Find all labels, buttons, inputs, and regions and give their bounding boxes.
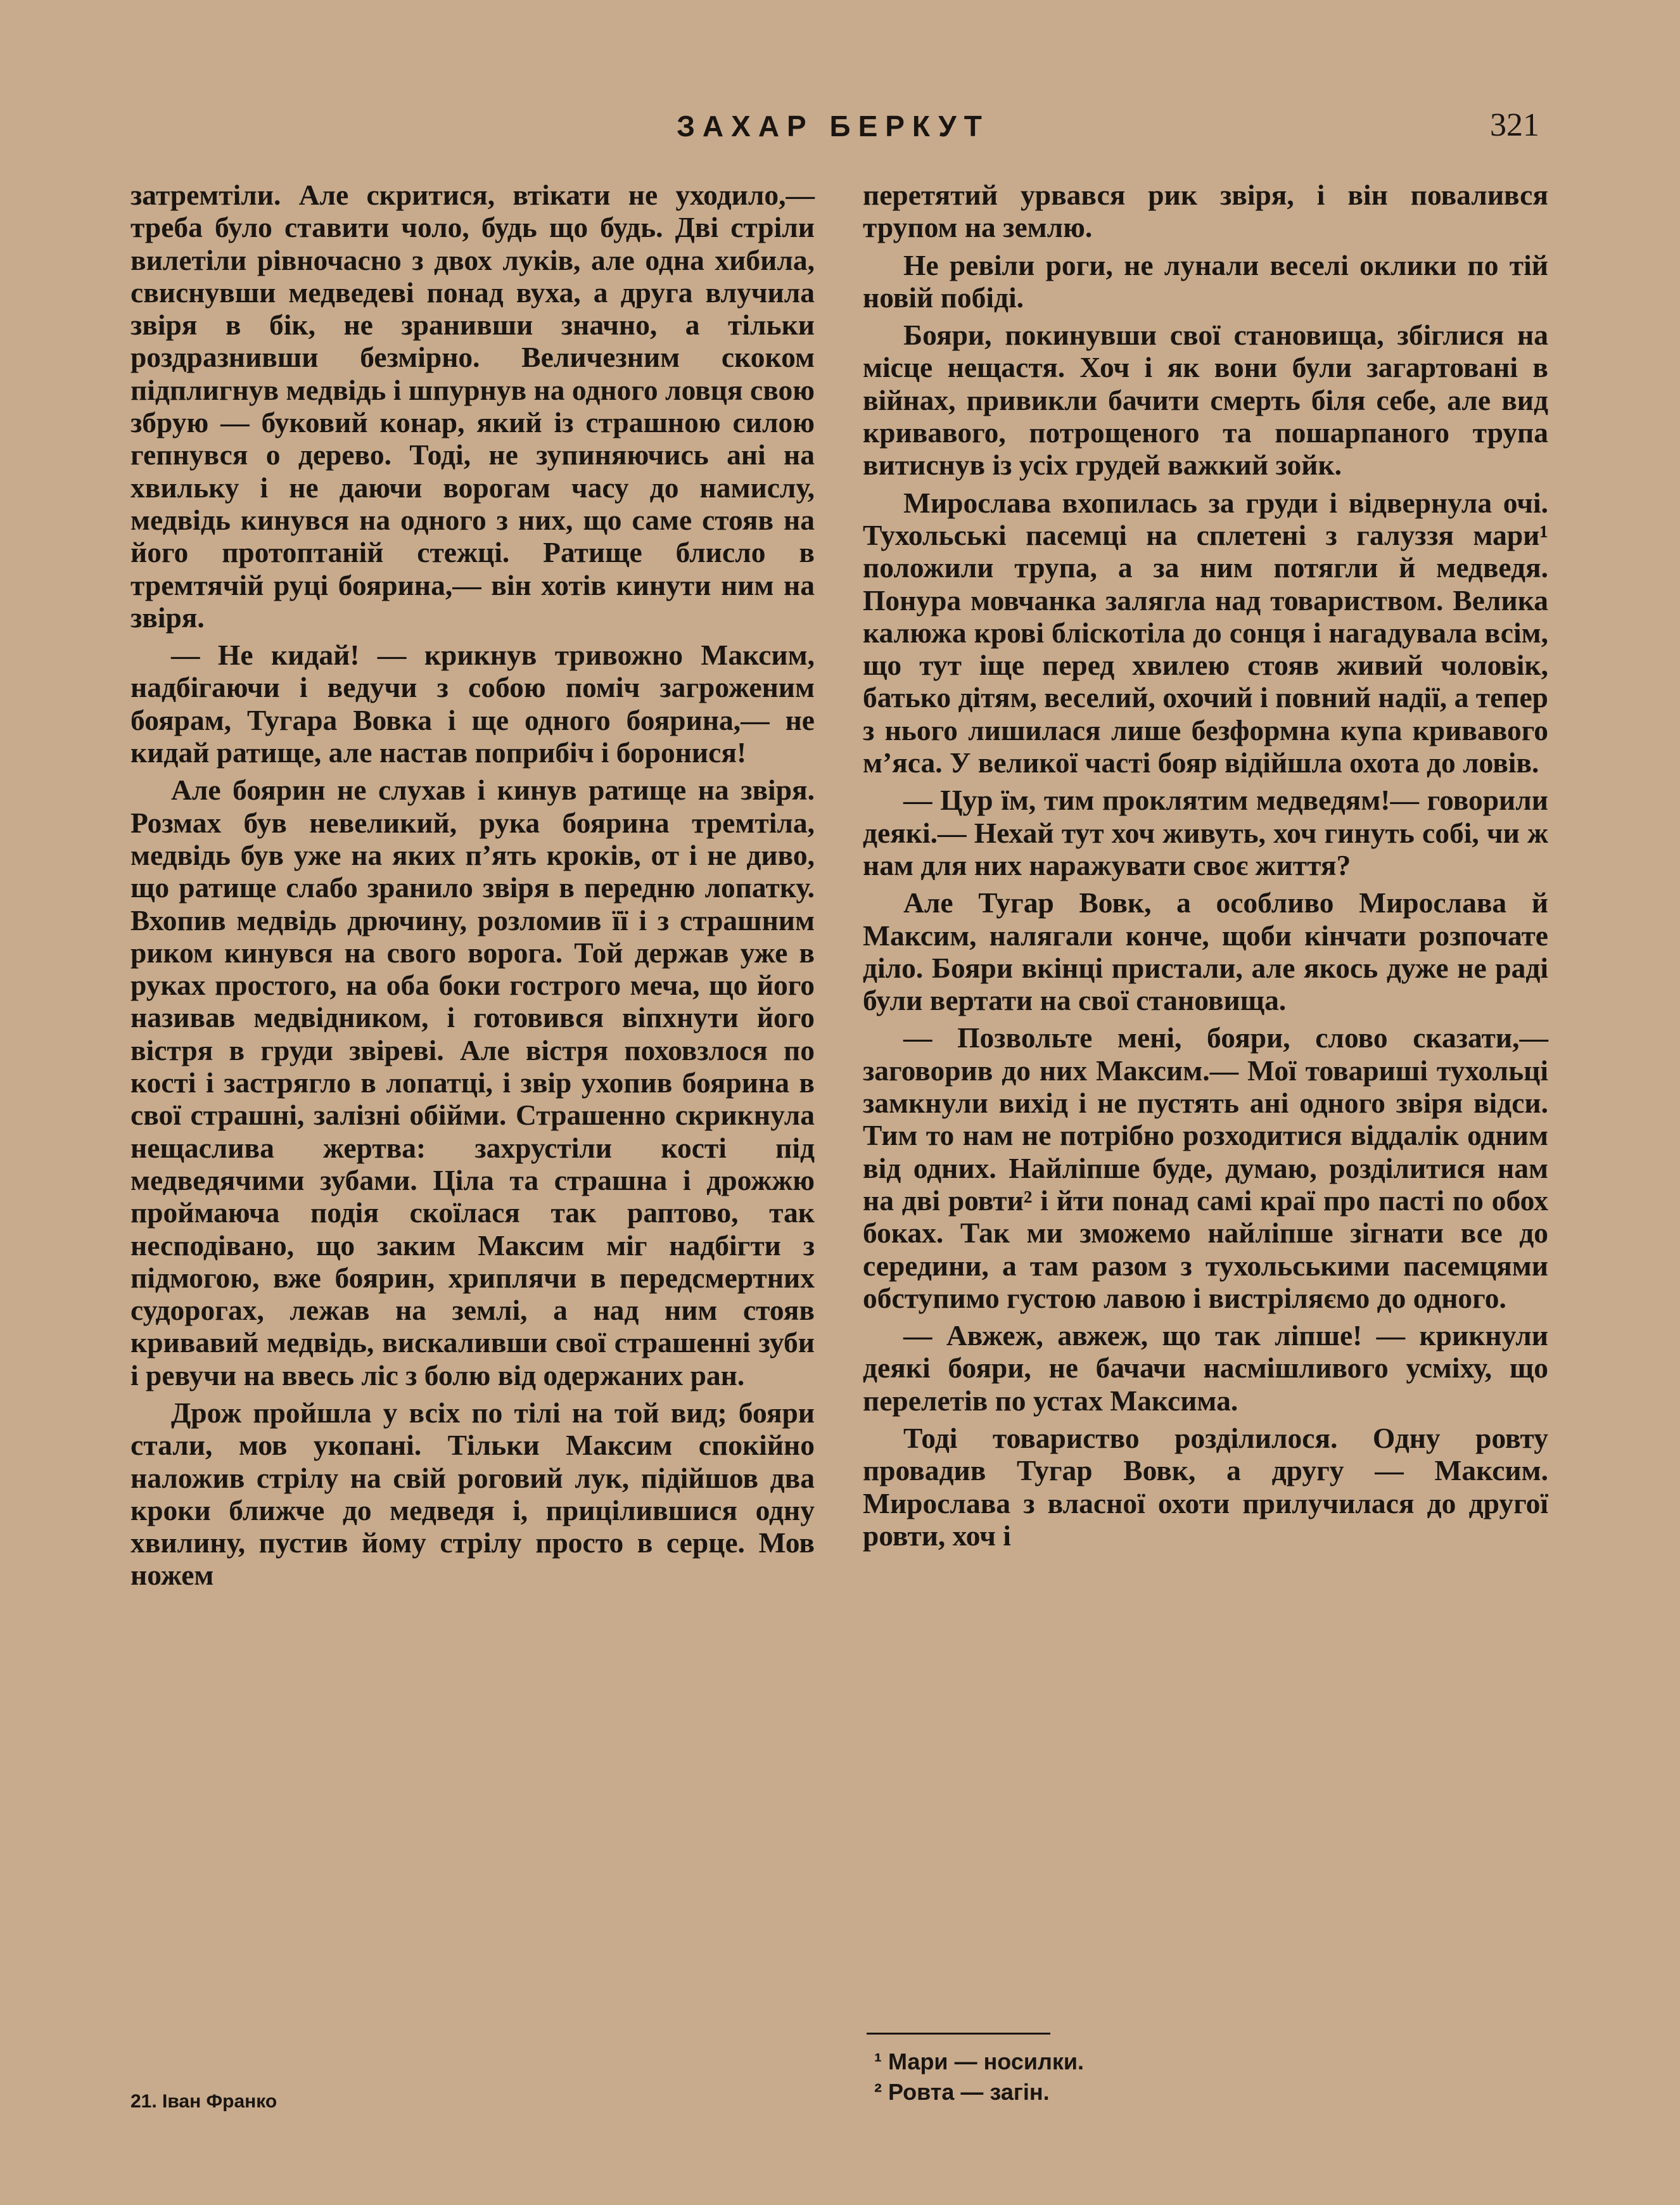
paragraph: Бояри, покинувши свої становища, збіглися на місце нещастя. Хоч і як вони були загартовані в війнах, привикли бачити смерть біля себе, але вид кривавого, потрощеного та пошарпаного трупа витиснув із усіх грудей важкий зойк.	[863, 319, 1548, 482]
paragraph: перетятий урвався рик звіря, і він повалився трупом на землю.	[863, 179, 1548, 244]
paragraph: — Авжеж, авжеж, що так ліпше! — крикнули деякі бояри, не бачачи насмішливого усміху, що перелетів по устах Максима.	[863, 1319, 1548, 1417]
paragraph: — Цур їм, тим проклятим медведям!— говорили деякі.— Нехай тут хоч живуть, хоч гинуть собі, чи ж нам для них наражувати своє життя?	[863, 784, 1548, 881]
page-header	[127, 109, 1539, 144]
page-number: 321	[1490, 107, 1539, 143]
paragraph: Але боярин не слухав і кинув ратище на звіря. Розмах був невеликий, рука боярина тремтіла, медвідь був уже на яких п’ять кроків, от і не диво, що ратище слабо зранило звіря в передню лопатку. Вхопив медвідь дрючину, розломив її і з страшним риком кинувся на свого ворога. Той держав уже в руках простого, на оба боки гострого меча, що його називав медвідником, і готовився віпхнути його вістря в груди звіреві. Але вістря поховзлося по кості і застрягло в лопатці, і звір ухопив боярина в свої страшні, залізні обійми. Страшенно скрикнула нещаслива жертва: захрустіли кості під медведячими зубами. Ціла та страшна і дрожжю проймаюча подія скоїлася так раптово, так несподівано, що заким Максим міг надбігти з підмогою, вже боярин, хриплячи в передсмертних судорогах, лежав на землі, а над ним стояв кривавий медвідь, вискаливши свої страшенні зуби і ревучи на ввесь ліс з болю від одержаних ран.	[130, 774, 815, 1391]
paragraph: — Позвольте мені, бояри, слово сказати,— заговорив до них Максим.— Мої товариші тухольці замкнули вихід і не пустять ані одного звіря відси. Тим то нам не потрібно розходитися віддалік одним від одних. Найліпше буде, думаю, розділитися нам на дві ровти² і йти понад самі краї про пасті по обох боках. Так ми зможемо найліпше зігнати все до середини, а там разом з тухольськими пасемцями обступимо густою лавою і вистріляємо до одного.	[863, 1021, 1548, 1314]
paragraph: — Не кидай! — крикнув тривожно Максим, надбігаючи і ведучи з собою поміч загроженим боярам, Тугара Вовка і ще одного боярина,— не кидай ратище, але настав поприбіч і боронися!	[130, 639, 815, 769]
paragraph: Не ревіли роги, не лунали веселі оклики по тій новій побіді.	[863, 248, 1548, 314]
paragraph: Дрож пройшла у всіх по тілі на той вид; бояри стали, мов укопані. Тільки Максим спокійно наложив стрілу на свій роговий лук, підійшов два кроки ближче до медведя і, прицілившися одну хвилину, пустив йому стрілу просто в серце. Мов ножем	[130, 1396, 815, 1592]
paragraph: затремтіли. Але скритися, втікати не уходило,— треба було ставити чоло, будь що будь. Дві стріли вилетіли рівночасно з двох луків, але одна хибила, свиснувши медведеві понад вуха, а друга влучила звіря в бік, не зранивши значно, а тільки роздразнивши безмірно. Величезним скоком підплигнув медвідь і шпурнув на одного ловця свою збрую — буковий конар, який із страшною силою гепнувся о дерево. Тоді, не зупиняючись ані на хвильку і не даючи ворогам часу до намислу, медвідь кинувся на одного з них, що саме стояв на його протоптаній стежці. Ратище блисло в тремтячій руці боярина,— він хотів кинути ним на звіря.	[130, 179, 815, 634]
left-column	[130, 179, 815, 1597]
footnote-divider	[867, 2033, 1050, 2035]
right-column	[863, 179, 1548, 1557]
paragraph: Тоді товариство розділилося. Одну ровту провадив Тугар Вовк, а другу — Максим. Мирослава з власної охоти прилучилася до другої ровти, хоч і	[863, 1421, 1548, 1552]
footnote: ¹ Мари — носилки.	[874, 2048, 1084, 2074]
footnote: ² Ровта — загін.	[874, 2079, 1050, 2105]
paragraph: Але Тугар Вовк, а особливо Мирослава й Максим, налягали конче, щоби кінчати розпочате діло. Бояри вкінці пристали, але якось дуже не раді були вертати на свої становища.	[863, 886, 1548, 1017]
printer-signature: 21. Іван Франко	[130, 2091, 277, 2112]
footnotes	[874, 2047, 1539, 2107]
paragraph: Мирослава вхопилась за груди і відвернула очі. Тухольські пасемці на сплетені з галуззя мари¹ положили трупа, а за ним потягли й медведя. Понура мовчанка залягла над товариством. Велика калюжа крові бліскотіла до сонця і нагадувала всім, що тут іще перед хвилею стояв живий чоловік, батько дітям, веселий, охочий і повний надії, а тепер з нього лишилася лише безформна купа кривавого м’яса. У великої часті бояр відійшла охота до ловів.	[863, 486, 1548, 779]
running-title: ЗАХАР БЕРКУТ	[677, 110, 990, 143]
